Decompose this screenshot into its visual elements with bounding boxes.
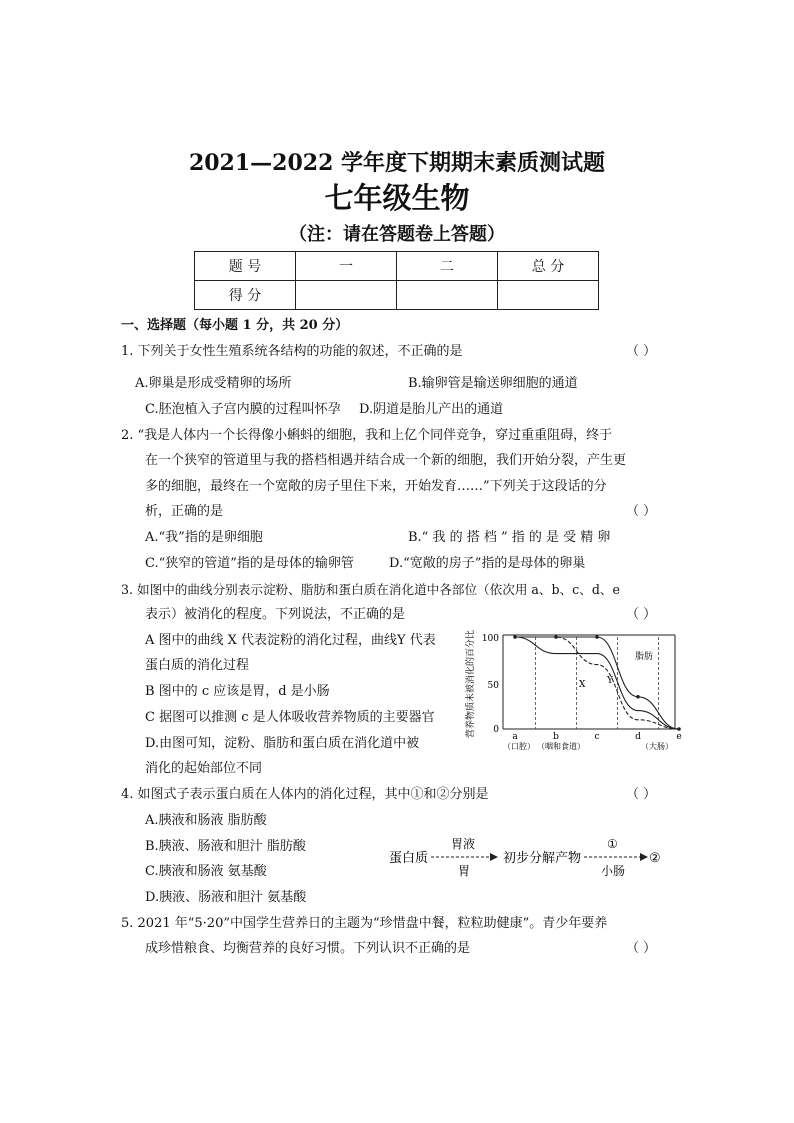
- chart-series-label: Y: [607, 676, 613, 686]
- chart-xnote-mouth: （口腔）: [503, 742, 535, 751]
- chart-ylabel: 营养物质未被消化的百分比: [466, 629, 476, 739]
- score-table: [194, 251, 599, 310]
- q4-option-d: D.胰液、肠液和胆汁 氨基酸: [145, 890, 307, 905]
- flow-middle-product: 初步分解产物: [503, 851, 582, 866]
- chart-series-point: [636, 695, 640, 699]
- q1-option-a: A.卵巢是形成受精卵的场所: [135, 376, 292, 391]
- chart-series-point: [513, 635, 517, 639]
- exam-title: 2021—2022 学年度下期期末素质测试题: [188, 150, 606, 176]
- q3-option-d-line2: 消化的起始部位不同: [145, 761, 263, 776]
- q2-line1: 2. “我是人体内一个长得像小蝌蚪的细胞，我和上亿个同伴竞争，穿过重重阻碍，终于: [121, 428, 613, 443]
- q2-answer-paren: （ ）: [626, 504, 657, 519]
- q3-answer-paren: （ ）: [626, 607, 657, 622]
- q1-stem: 1. 下列关于女性生殖系统各结构的功能的叙述，不正确的是: [121, 344, 463, 359]
- digestion-chart: [453, 629, 683, 754]
- q5-line2: 成珍惜粮食、均衡营养的良好习惯。下列认识不正确的是: [145, 941, 471, 956]
- chart-category-label: e: [676, 732, 682, 742]
- q3-option-b: B 图中的 c 应该是胃，d 是小肠: [145, 684, 330, 699]
- score-table-score-row: [195, 281, 599, 310]
- q2-line4: 析，正确的是: [145, 504, 224, 519]
- flow-mark-2: ②: [649, 851, 661, 866]
- q2-line2: 在一个狭窄的管道里与我的搭档相遇并结合成一个新的细胞，我们开始分裂，产生更: [145, 453, 627, 468]
- chart-series-label: X: [579, 680, 586, 690]
- q4-option-a: A.胰液和肠液 脂肪酸: [145, 813, 267, 828]
- subject-title: 七年级生物: [324, 181, 470, 215]
- chart-category-label: a: [512, 732, 518, 742]
- chart-series-point: [595, 635, 599, 639]
- q4-option-b: B.胰液、肠液和胆汁 脂肪酸: [145, 839, 306, 854]
- q2-line3: 多的细胞，最终在一个宽敞的房子里住下来，开始发育……”下列关于这段话的分: [145, 479, 607, 494]
- score-cell[interactable]: [498, 281, 599, 310]
- q3-line2: 表示）被消化的程度。下列说法，不正确的是: [145, 607, 406, 622]
- flow-enzyme-gastric-juice: 胃液: [451, 837, 476, 851]
- score-header-cell: 题 号: [195, 252, 296, 281]
- q4-answer-paren: （ ）: [626, 787, 657, 802]
- score-header-cell: 总 分: [498, 252, 599, 281]
- q3-option-c: C 据图可以推测 c 是人体吸收营养物质的主要器官: [145, 710, 435, 725]
- chart-series-label: 脂肪: [635, 652, 654, 662]
- score-cell[interactable]: [397, 281, 498, 310]
- flow-site-small-intestine: 小肠: [601, 864, 626, 878]
- q2-option-a: A.“我”指的是卵细胞: [145, 530, 263, 545]
- chart-series-line-1: [515, 637, 679, 729]
- q4-option-c: C.胰液和肠液 氨基酸: [145, 864, 267, 879]
- q5-line1: 5. 2021 年“5·20”中国学生营养日的主题为“珍惜盘中餐，粒粒助健康”。青少年要养: [121, 916, 608, 931]
- flow-site-stomach: 胃: [458, 864, 471, 878]
- flow-mark-1: ①: [607, 837, 618, 851]
- q3-option-d-line1: D.由图可知，淀粉、脂肪和蛋白质在消化道中被: [145, 736, 420, 751]
- score-header-cell: 二: [397, 252, 498, 281]
- chart-category-label: c: [594, 732, 600, 742]
- score-header-cell: 一: [296, 252, 397, 281]
- q3-option-a-line1: A 图中的曲线 X 代表淀粉的消化过程，曲线Y 代表: [145, 633, 436, 648]
- q3-option-a-line2: 蛋白质的消化过程: [145, 658, 250, 673]
- chart-series-point: [554, 635, 558, 639]
- section-heading: 一、选择题（每小题 1 分，共 20 分）: [121, 318, 349, 333]
- q1-option-b: B.输卵管是输送卵细胞的通道: [408, 376, 578, 391]
- flow-start-protein: 蛋白质: [389, 851, 429, 866]
- q5-answer-paren: （ ）: [626, 941, 657, 956]
- score-row-label: 得 分: [195, 281, 296, 310]
- q4-stem: 4. 如图式子表示蛋白质在人体内的消化过程，其中①和②分别是: [121, 787, 489, 802]
- chart-ytick: 0: [493, 725, 499, 735]
- chart-xnote-large-intestine: （大肠）: [641, 742, 673, 751]
- chart-series-point: [677, 727, 681, 731]
- q1-option-d: D.阴道是胎儿产出的通道: [359, 402, 504, 417]
- chart-series-line-2: [515, 637, 679, 729]
- q1-answer-paren: （ ）: [626, 344, 657, 359]
- chart-ytick: 100: [481, 634, 499, 644]
- chart-series-line-0: [515, 637, 679, 729]
- chart-category-label: b: [553, 732, 559, 742]
- q1-option-c: C.胚泡植入子宫内膜的过程叫怀孕: [145, 402, 341, 417]
- q2-option-b: B.“ 我 的 搭 档 ” 指 的 是 受 精 卵: [408, 530, 611, 545]
- q2-option-c: C.“狭窄的管道”指的是母体的输卵管: [145, 556, 354, 571]
- q2-option-d: D.“宽敞的房子”指的是母体的卵巢: [389, 556, 586, 571]
- answer-note: （注：请在答题卷上答题）: [289, 224, 505, 245]
- score-cell[interactable]: [296, 281, 397, 310]
- chart-ytick: 50: [487, 681, 499, 691]
- q3-line1: 3. 如图中的曲线分别表示淀粉、脂肪和蛋白质在消化道中各部位（依次用 a、b、c、d、e: [121, 582, 620, 597]
- chart-xnote-esophagus: （咽和食道）: [537, 742, 585, 751]
- score-table-header-row: [195, 252, 599, 281]
- chart-category-label: d: [635, 732, 641, 742]
- protein-digestion-flow: [385, 833, 675, 883]
